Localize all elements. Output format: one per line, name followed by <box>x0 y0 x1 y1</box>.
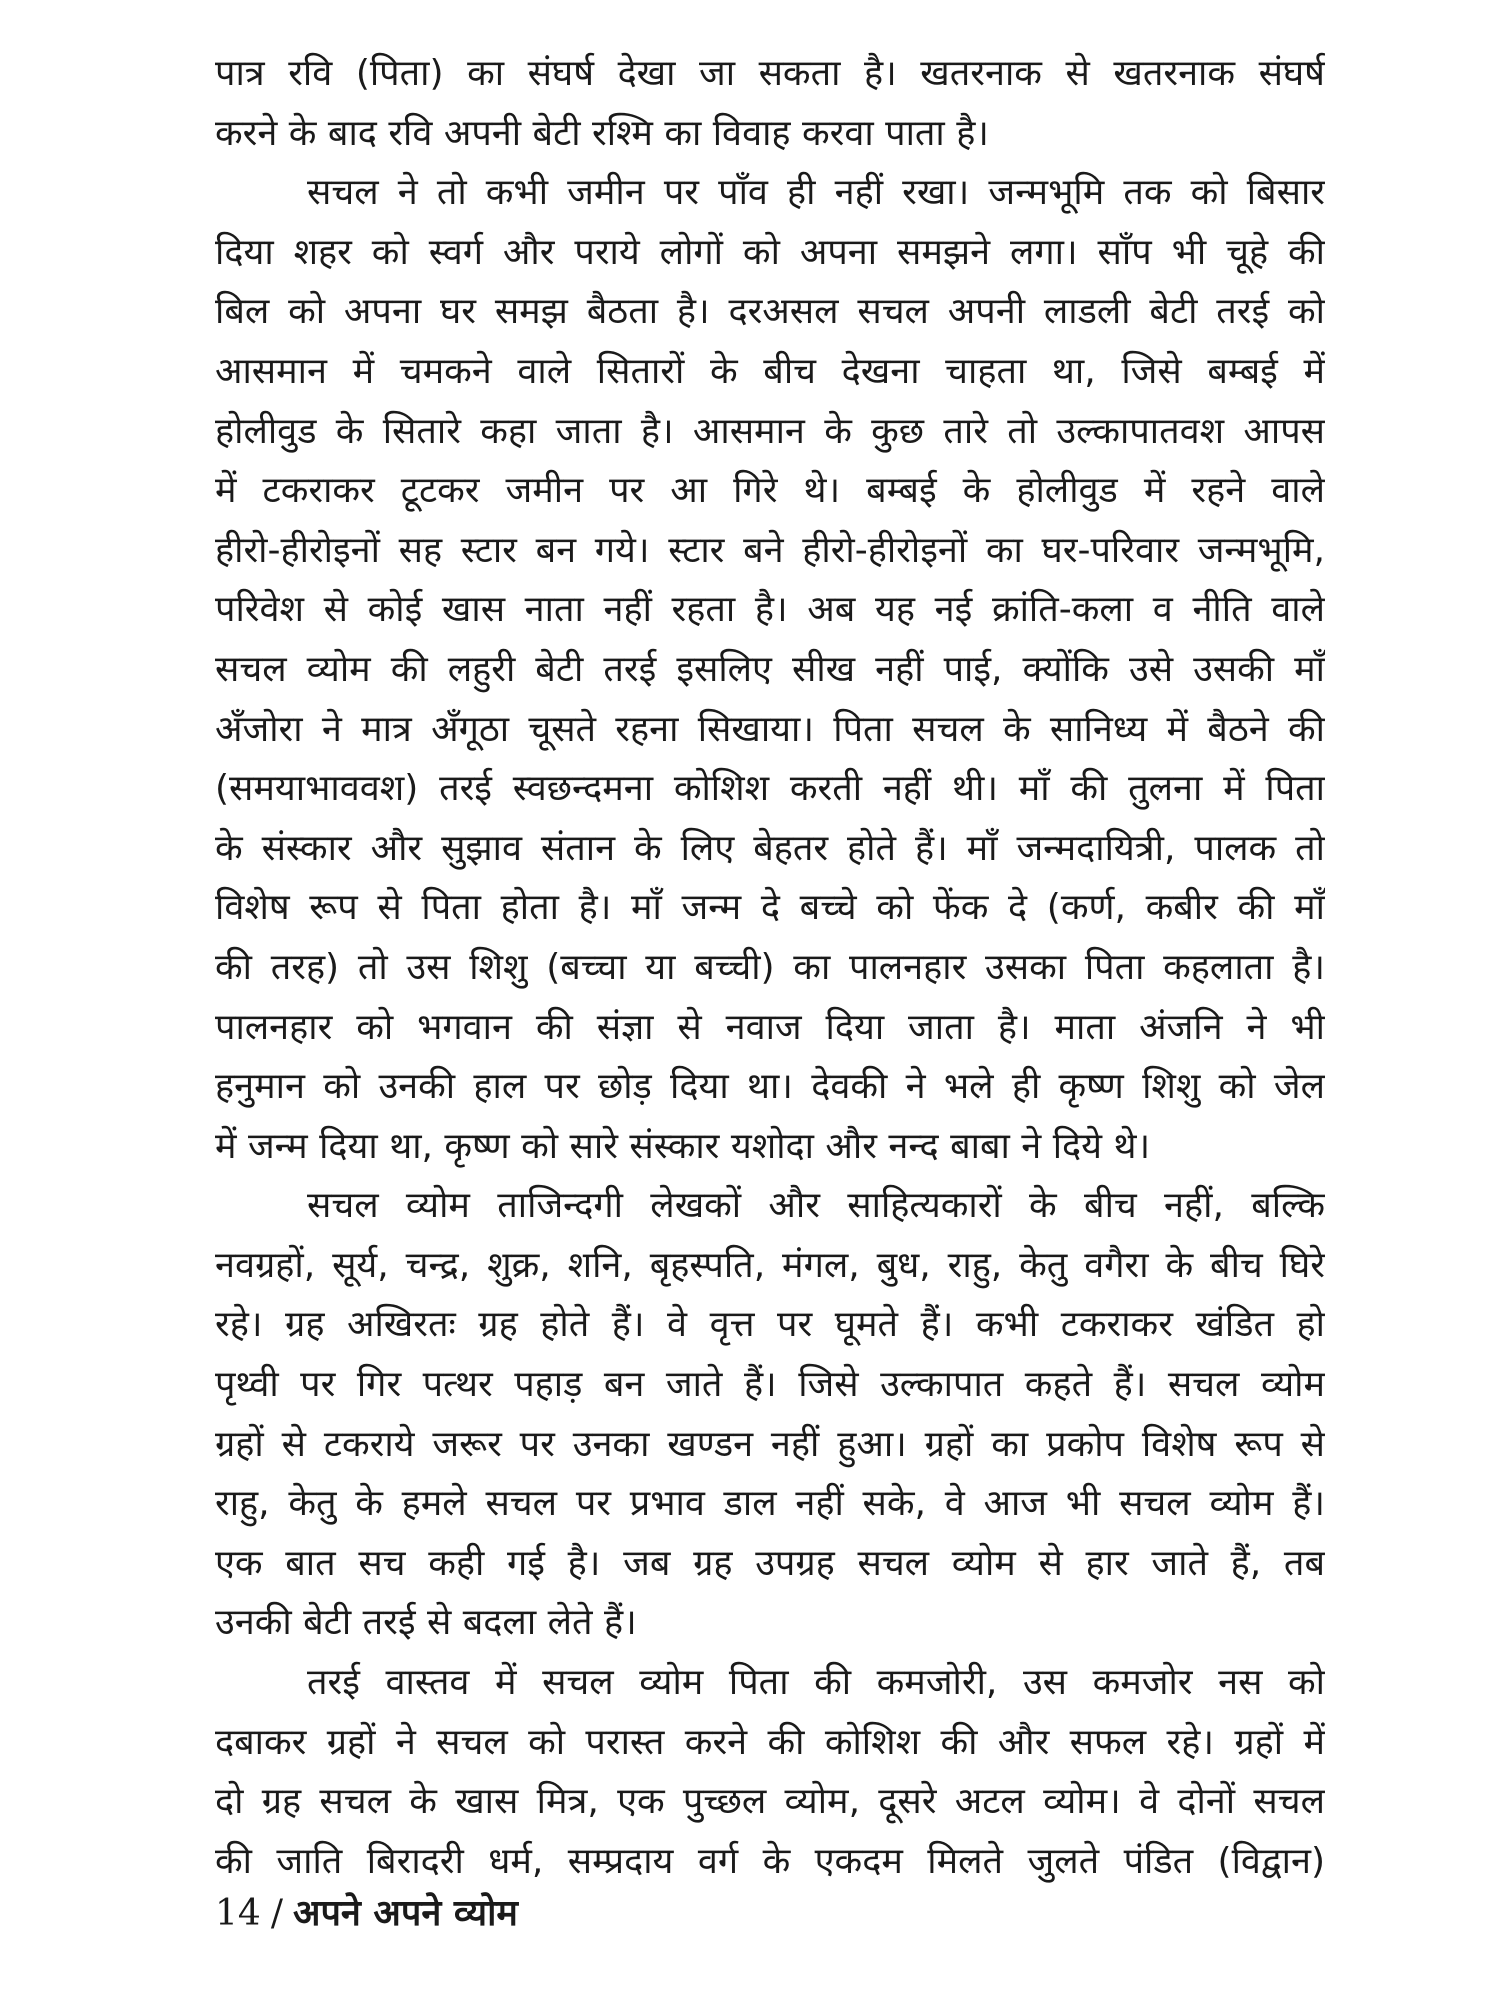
text-line: ग्रहों से टकराये जरूर पर उनका खण्डन नहीं हुआ। ग्रहों का प्रकोप विशेष रूप से <box>215 1423 1325 1465</box>
page-footer <box>215 1890 518 1938</box>
text-line: तरई वास्तव में सचल व्योम पिता की कमजोरी, उस कमजोर नस को <box>307 1662 1325 1704</box>
text-line: आसमान में चमकने वाले सितारों के बीच देखना चाहता था, जिसे बम्बई में <box>215 350 1325 392</box>
text-line: पालनहार को भगवान की संज्ञा से नवाज दिया जाता है। माता अंजनि ने भी <box>215 1006 1325 1048</box>
text-line: राहु, केतु के हमले सचल पर प्रभाव डाल नहीं सके, वे आज भी सचल व्योम हैं। <box>215 1483 1325 1525</box>
text-line: दबाकर ग्रहों ने सचल को परास्त करने की कोशिश की और सफल रहे। ग्रहों में <box>215 1721 1325 1763</box>
text-line: सचल ने तो कभी जमीन पर पाँव ही नहीं रखा। जन्मभूमि तक को बिसार <box>307 172 1325 214</box>
text-line: के संस्कार और सुझाव संतान के लिए बेहतर होते हैं। माँ जन्मदायित्री, पालक तो <box>215 827 1325 869</box>
text-line: हीरो-हीरोइनों सह स्टार बन गये। स्टार बने हीरो-हीरोइनों का घर-परिवार जन्मभूमि, <box>215 529 1325 571</box>
text-line: पृथ्वी पर गिर पत्थर पहाड़ बन जाते हैं। जिसे उल्कापात कहते हैं। सचल व्योम <box>215 1364 1325 1406</box>
text-line: करने के बाद रवि अपनी बेटी रश्मि का विवाह करवा पाता है। <box>215 112 989 154</box>
text-line: दो ग्रह सचल के खास मित्र, एक पुच्छल व्योम, दूसरे अटल व्योम। वे दोनों सचल <box>215 1781 1325 1823</box>
text-line: नवग्रहों, सूर्य, चन्द्र, शुक्र, शनि, बृहस्पति, मंगल, बुध, राहु, केतु वगैरा के बीच घिरे <box>215 1244 1325 1286</box>
text-line: (समयाभाववश) तरई स्वछन्दमना कोशिश करती नहीं थी। माँ की तुलना में पिता <box>215 768 1325 810</box>
text-line: की जाति बिरादरी धर्म, सम्प्रदाय वर्ग के एकदम मिलते जुलते पंडित (विद्वान) <box>215 1840 1325 1882</box>
footer-separator: / <box>270 1893 283 1934</box>
text-line: दिया शहर को स्वर्ग और पराये लोगों को अपना समझने लगा। साँप भी चूहे की <box>215 231 1325 273</box>
text-line: में जन्म दिया था, कृष्ण को सारे संस्कार यशोदा और नन्द बाबा ने दिये थे। <box>215 1125 1151 1167</box>
text-line: हनुमान को उनकी हाल पर छोड़ दिया था। देवकी ने भले ही कृष्ण शिशु को जेल <box>215 1066 1325 1108</box>
text-line: की तरह) तो उस शिशु (बच्चा या बच्ची) का पालनहार उसका पिता कहलाता है। <box>215 946 1325 988</box>
text-line: बिल को अपना घर समझ बैठता है। दरअसल सचल अपनी लाडली बेटी तरई को <box>215 291 1325 333</box>
text-line: विशेष रूप से पिता होता है। माँ जन्म दे बच्चे को फेंक दे (कर्ण, कबीर की माँ <box>215 887 1325 929</box>
text-line: सचल व्योम ताजिन्दगी लेखकों और साहित्यकारों के बीच नहीं, बल्कि <box>307 1185 1325 1227</box>
text-line: रहे। ग्रह अखिरतः ग्रह होते हैं। वे वृत्त पर घूमते हैं। कभी टकराकर खंडित हो <box>215 1304 1325 1346</box>
text-line: परिवेश से कोई खास नाता नहीं रहता है। अब यह नई क्रांति-कला व नीति वाले <box>215 589 1325 631</box>
page-number: 14 <box>215 1893 261 1934</box>
text-line: उनकी बेटी तरई से बदला लेते हैं। <box>215 1602 637 1644</box>
text-line: अँजोरा ने मात्र अँगूठा चूसते रहना सिखाया। पिता सचल के सानिध्य में बैठने की <box>215 708 1325 750</box>
book-title: अपने अपने व्योम <box>292 1893 518 1934</box>
text-line: में टकराकर टूटकर जमीन पर आ गिरे थे। बम्बई के होलीवुड में रहने वाले <box>215 470 1325 512</box>
text-line: पात्र रवि (पिता) का संघर्ष देखा जा सकता है। खतरनाक से खतरनाक संघर्ष <box>215 53 1325 94</box>
book-page-text <box>215 44 1325 1891</box>
text-line: एक बात सच कही गई है। जब ग्रह उपग्रह सचल व्योम से हार जाते हैं, तब <box>215 1542 1325 1584</box>
text-line: सचल व्योम की लहुरी बेटी तरई इसलिए सीख नहीं पाई, क्योंकि उसे उसकी माँ <box>215 648 1325 690</box>
text-line: होलीवुड के सितारे कहा जाता है। आसमान के कुछ तारे तो उल्कापातवश आपस <box>215 410 1325 452</box>
